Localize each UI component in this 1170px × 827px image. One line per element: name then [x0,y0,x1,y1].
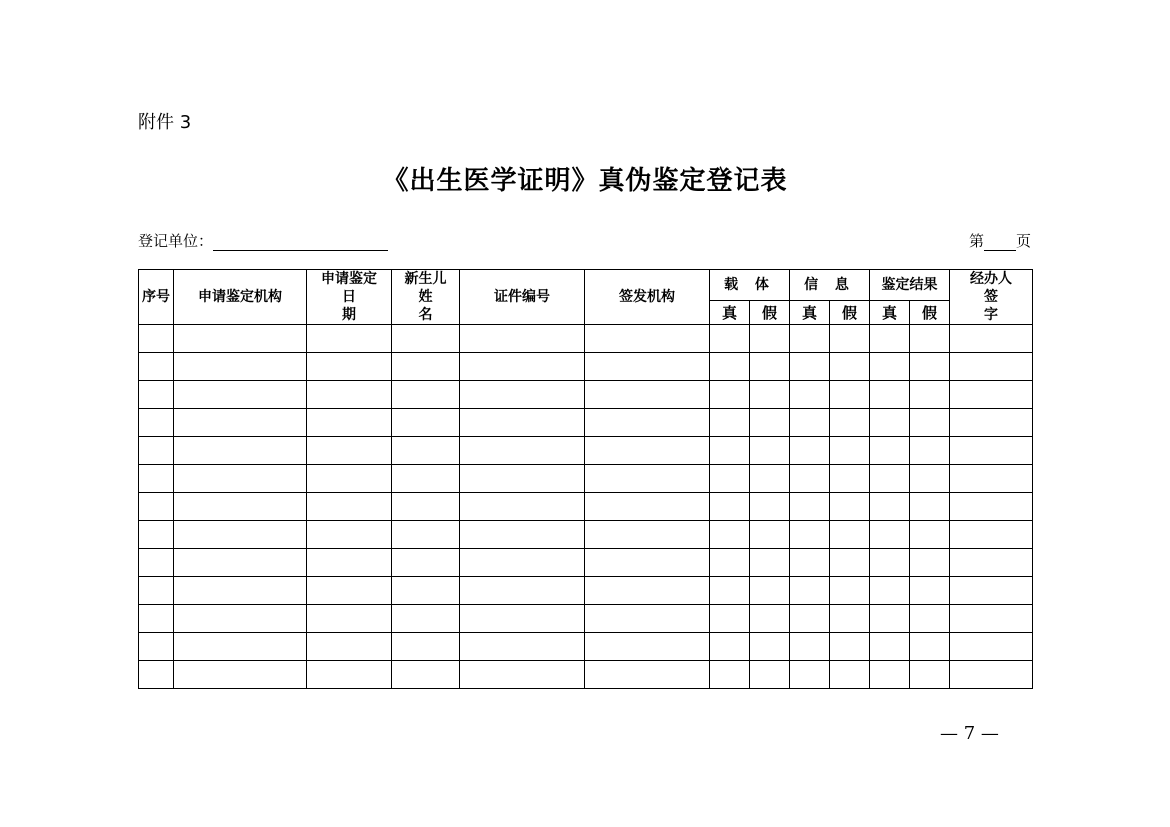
table-row [139,661,1033,689]
table-cell[interactable] [307,521,392,549]
table-cell[interactable] [750,437,790,465]
header-handler-line2 [950,288,1032,324]
table-row [139,605,1033,633]
table-cell[interactable] [710,409,750,437]
table-cell[interactable] [710,661,750,689]
header-handler-signature [950,270,1033,325]
table-cell[interactable] [790,493,830,521]
registration-table [138,269,1033,689]
table-cell[interactable] [585,409,710,437]
table-cell[interactable] [790,605,830,633]
table-row [139,521,1033,549]
table-cell[interactable] [750,549,790,577]
table-cell[interactable] [307,381,392,409]
table-row [139,409,1033,437]
page-title: 《出生医学证明》真伪鉴定登记表 [382,166,788,196]
table-cell[interactable] [870,633,910,661]
table-cell[interactable] [307,633,392,661]
table-cell[interactable] [790,409,830,437]
table-cell[interactable] [910,381,950,409]
table-cell[interactable] [830,549,870,577]
table-cell[interactable] [139,353,174,381]
table-cell[interactable] [307,409,392,437]
table-cell[interactable] [750,465,790,493]
table-cell[interactable] [750,493,790,521]
table-cell[interactable] [950,465,1033,493]
table-cell[interactable] [710,633,750,661]
header-cert-no: 证件编号 [460,270,585,325]
table-cell[interactable] [139,661,174,689]
table-cell[interactable] [910,409,950,437]
table-cell[interactable] [460,661,585,689]
header-carrier-true: 真 [710,301,750,325]
table-cell[interactable] [830,577,870,605]
table-cell[interactable] [460,381,585,409]
table-cell[interactable] [790,381,830,409]
table-cell[interactable] [870,521,910,549]
header-apply-date-char1: 日 [342,289,356,305]
table-cell[interactable] [950,381,1033,409]
table-cell[interactable] [910,353,950,381]
table-cell[interactable] [307,325,392,353]
table-cell[interactable] [139,437,174,465]
table-cell[interactable] [830,409,870,437]
footer-page-number: — 7 — [940,723,999,744]
table-cell[interactable] [710,325,750,353]
table-cell[interactable] [307,437,392,465]
attachment-label: 附件 3 [138,112,192,133]
table-cell[interactable] [750,633,790,661]
table-row [139,493,1033,521]
page-number-row [969,230,1031,251]
table-cell[interactable] [710,465,750,493]
table-cell[interactable] [710,577,750,605]
table-cell[interactable] [790,633,830,661]
table-cell[interactable] [750,521,790,549]
table-cell[interactable] [910,549,950,577]
table-cell[interactable] [830,661,870,689]
header-result-true: 真 [870,301,910,325]
table-cell[interactable] [460,465,585,493]
table-cell[interactable] [750,381,790,409]
table-cell[interactable] [870,353,910,381]
table-cell[interactable] [750,353,790,381]
table-cell[interactable] [910,577,950,605]
header-handler-line1: 经办人 [970,271,1012,287]
header-result: 鉴定结果 [870,270,950,301]
registration-unit-row [138,230,388,251]
table-cell[interactable] [910,661,950,689]
table-cell[interactable] [585,633,710,661]
table-cell[interactable] [950,437,1033,465]
table-cell[interactable] [174,437,307,465]
table-cell[interactable] [460,493,585,521]
registration-unit-field[interactable] [213,234,388,251]
table-cell[interactable] [830,493,870,521]
table-cell[interactable] [950,353,1033,381]
table-cell[interactable] [585,353,710,381]
table-cell[interactable] [950,325,1033,353]
table-cell[interactable] [910,325,950,353]
table-cell[interactable] [392,549,460,577]
table-cell[interactable] [830,381,870,409]
table-row [139,353,1033,381]
header-newborn-char2: 名 [418,307,433,323]
table-cell[interactable] [950,633,1033,661]
table-cell[interactable] [174,465,307,493]
table-cell[interactable] [750,325,790,353]
header-handler-char2: 字 [984,307,998,323]
table-cell[interactable] [790,353,830,381]
table-cell[interactable] [307,661,392,689]
table-cell[interactable] [830,437,870,465]
header-apply-date-line1: 申请鉴定 [321,271,377,287]
table-cell[interactable] [139,325,174,353]
header-info-fake: 假 [830,301,870,325]
table-cell[interactable] [392,633,460,661]
table-cell[interactable] [830,605,870,633]
table-cell[interactable] [460,577,585,605]
table-row [139,549,1033,577]
table-cell[interactable] [950,493,1033,521]
table-cell[interactable] [174,381,307,409]
table-cell[interactable] [790,521,830,549]
table-cell[interactable] [710,437,750,465]
table-cell[interactable] [585,493,710,521]
table-cell[interactable] [910,493,950,521]
table-cell[interactable] [139,493,174,521]
table-cell[interactable] [139,605,174,633]
table-cell[interactable] [870,661,910,689]
header-issuing-org: 签发机构 [585,270,710,325]
table-cell[interactable] [910,437,950,465]
table-cell[interactable] [790,661,830,689]
table-cell[interactable] [460,325,585,353]
table-cell[interactable] [174,521,307,549]
table-cell[interactable] [585,661,710,689]
table-cell[interactable] [174,325,307,353]
table-cell[interactable] [392,325,460,353]
table-cell[interactable] [460,437,585,465]
header-info-true: 真 [790,301,830,325]
table-cell[interactable] [870,577,910,605]
table-cell[interactable] [392,521,460,549]
table-cell[interactable] [910,633,950,661]
table-cell[interactable] [950,577,1033,605]
table-row [139,465,1033,493]
table-cell[interactable] [139,409,174,437]
table-cell[interactable] [460,521,585,549]
table-cell[interactable] [307,605,392,633]
table-cell[interactable] [585,325,710,353]
table-cell[interactable] [585,381,710,409]
table-row [139,381,1033,409]
table-cell[interactable] [139,549,174,577]
table-cell[interactable] [950,549,1033,577]
table-cell[interactable] [174,661,307,689]
table-cell[interactable] [174,549,307,577]
header-carrier-fake: 假 [750,301,790,325]
table-cell[interactable] [710,381,750,409]
table-cell[interactable] [392,493,460,521]
table-cell[interactable] [392,353,460,381]
header-newborn-line1: 新生儿 [404,271,447,287]
table-cell[interactable] [830,521,870,549]
table-cell[interactable] [710,353,750,381]
table-cell[interactable] [585,605,710,633]
table-cell[interactable] [392,381,460,409]
table-row [139,325,1033,353]
table-cell[interactable] [910,521,950,549]
table-cell[interactable] [950,409,1033,437]
table-row [139,577,1033,605]
table-cell[interactable] [139,521,174,549]
table-cell[interactable] [585,437,710,465]
page-suffix: 页 [1015,232,1031,250]
table-cell[interactable] [460,353,585,381]
table-cell[interactable] [307,549,392,577]
table-cell[interactable] [710,549,750,577]
table-cell[interactable] [870,465,910,493]
table-row [139,437,1033,465]
table-cell[interactable] [460,605,585,633]
table-cell[interactable] [174,353,307,381]
table-body [139,325,1033,689]
header-result-fake: 假 [910,301,950,325]
table-cell[interactable] [790,437,830,465]
header-apply-date-char2: 期 [342,307,356,323]
table-cell[interactable] [585,549,710,577]
table-cell[interactable] [870,325,910,353]
header-apply-date-line2 [307,288,391,324]
table-cell[interactable] [910,465,950,493]
table-cell[interactable] [710,521,750,549]
table-cell[interactable] [870,381,910,409]
table-cell[interactable] [139,381,174,409]
table-cell[interactable] [870,437,910,465]
table-cell[interactable] [710,493,750,521]
table-cell[interactable] [307,577,392,605]
header-apply-org: 申请鉴定机构 [174,270,307,325]
table-row [139,633,1033,661]
table-cell[interactable] [585,521,710,549]
table-cell[interactable] [950,521,1033,549]
table-cell[interactable] [585,465,710,493]
table-cell[interactable] [750,661,790,689]
header-carrier: 载 体 [710,270,790,301]
table-cell[interactable] [950,605,1033,633]
table-cell[interactable] [392,437,460,465]
table-cell[interactable] [790,549,830,577]
table-cell[interactable] [174,409,307,437]
table-cell[interactable] [392,661,460,689]
table-cell[interactable] [790,465,830,493]
table-cell[interactable] [307,493,392,521]
table-cell[interactable] [830,353,870,381]
header-seq: 序号 [139,270,174,325]
table-cell[interactable] [870,549,910,577]
table-cell[interactable] [392,409,460,437]
table-cell[interactable] [870,493,910,521]
table-cell[interactable] [830,633,870,661]
table-cell[interactable] [139,465,174,493]
table-cell[interactable] [830,465,870,493]
table-cell[interactable] [139,577,174,605]
table-cell[interactable] [392,605,460,633]
table-cell[interactable] [585,577,710,605]
table-cell[interactable] [460,409,585,437]
table-cell[interactable] [392,577,460,605]
header-apply-date [307,270,392,325]
table-cell[interactable] [790,577,830,605]
table-cell[interactable] [174,577,307,605]
table-cell[interactable] [460,549,585,577]
table-cell[interactable] [710,605,750,633]
table-cell[interactable] [750,605,790,633]
table-cell[interactable] [830,325,870,353]
registration-unit-label: 登记单位： [138,232,214,250]
page-prefix: 第 [968,232,984,250]
header-newborn-char1: 姓 [418,289,433,305]
table-cell[interactable] [174,605,307,633]
table-cell[interactable] [307,465,392,493]
table-cell[interactable] [460,633,585,661]
header-newborn-line2 [392,288,459,324]
header-newborn-name [392,270,460,325]
table-cell[interactable] [910,605,950,633]
header-handler-char1: 签 [984,289,998,305]
table-cell[interactable] [870,409,910,437]
table-cell[interactable] [174,633,307,661]
table-cell[interactable] [307,353,392,381]
table-cell[interactable] [790,325,830,353]
header-info: 信 息 [790,270,870,301]
table-cell[interactable] [750,409,790,437]
page-number-field[interactable] [984,234,1016,251]
table-cell[interactable] [392,465,460,493]
table-cell[interactable] [750,577,790,605]
table-cell[interactable] [174,493,307,521]
table-cell[interactable] [870,605,910,633]
table-cell[interactable] [950,661,1033,689]
table-cell[interactable] [139,633,174,661]
